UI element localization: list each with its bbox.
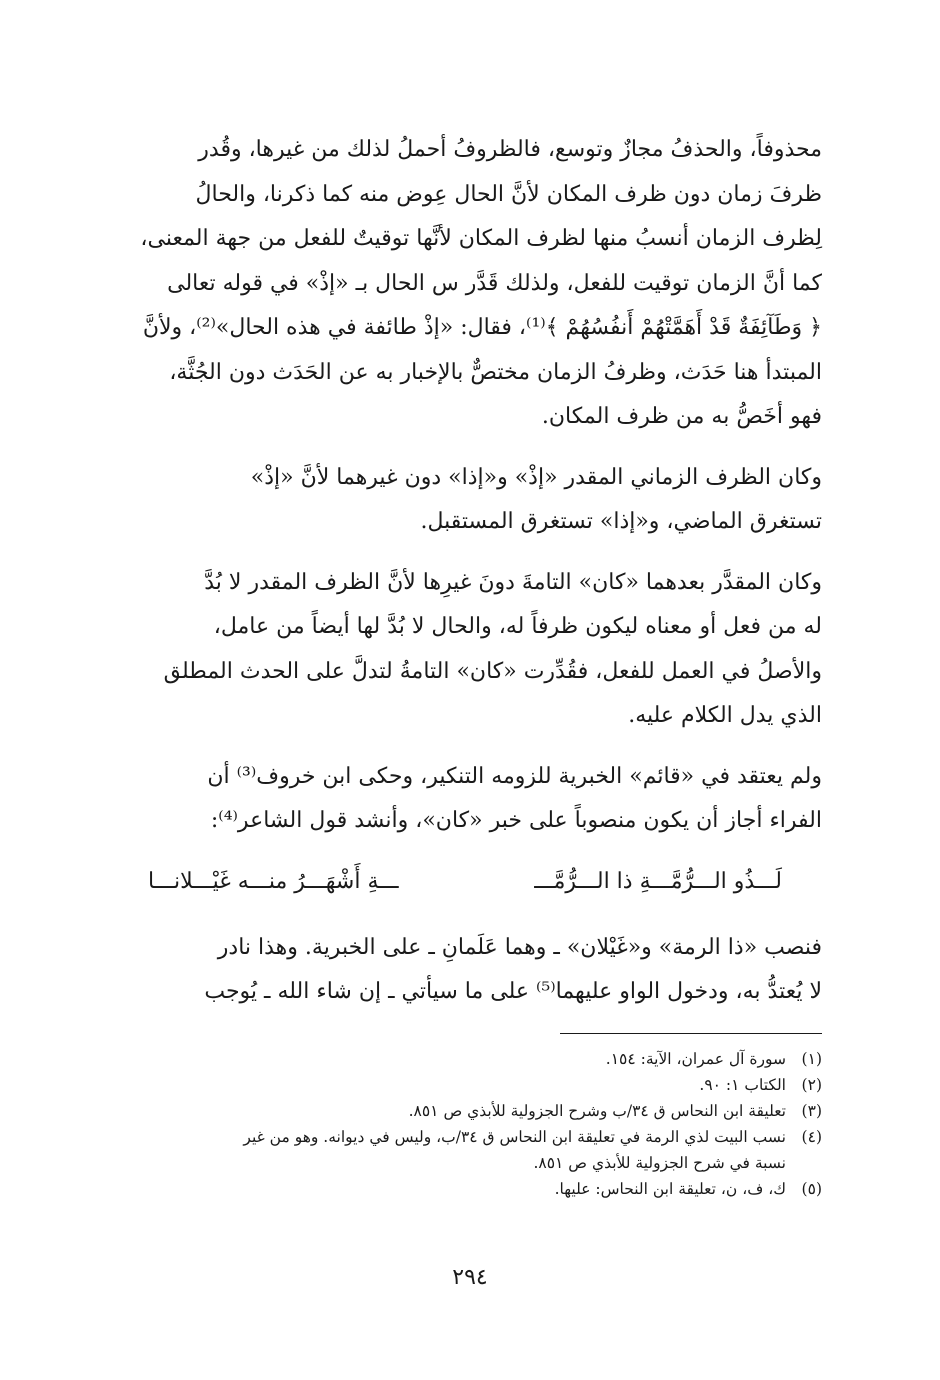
- text-line: والأصلُ في العمل للفعل، فقُدِّرت «كان» التامةُ لتدلَّ على الحدث المطلق: [163, 658, 822, 684]
- footnote-text: نسب البيت لذي الرمة في تعليقة ابن النحاس ق ٣٤/ب، وليس في ديوانه. وهو من غير: [243, 1127, 786, 1146]
- footnote-text: ك، ف، ن، تعليقة ابن النحاس: عليها.: [554, 1179, 786, 1198]
- footnote-separator: [560, 1033, 822, 1034]
- verse-hemistich-first: لَـــذُو الـــرُّمَّـــةِ ذا الـــرُّمَّـــ: [534, 868, 782, 894]
- text-line: فنصب «ذا الرمة» و«غَيْلان» ـ وهما عَلَمانِ ـ على الخبرية. وهذا نادر: [217, 934, 822, 960]
- footnote-number: (٢): [801, 1075, 822, 1094]
- text-line: الفراء أجاز أن يكون منصوباً على خبر «كان»، وأنشد قول الشاعر⁽⁴⁾:: [210, 808, 822, 833]
- paragraph-1: [118, 128, 822, 440]
- text-line: تستغرق الماضي، و«إذا» تستغرق المستقبل.: [420, 509, 822, 534]
- verse-hemistich-second: ـــةِ أَشْهَـــرُ منـــه غَيْـــلانـــا: [148, 868, 399, 894]
- text-line: لِظرف الزمان أنسبُ منها لظرف المكان لأنَّها توقيتٌ للفعل من جهة المعنى،: [140, 226, 822, 251]
- poetry-verse: [118, 860, 822, 904]
- text-line: فهو أخَصُّ به من ظرف المكان.: [541, 404, 822, 429]
- text-line: وكان الظرف الزماني المقدر «إذْ» و«إذا» دون غيرهما لأنَّ «إذْ»: [250, 464, 822, 490]
- text-line: له من فعل أو معناه ليكون ظرفاً له، والحال لا بُدَّ لها أيضاً من عامل،: [213, 614, 822, 639]
- paragraph-4: [118, 755, 822, 844]
- text-line: كما أنَّ الزمان توقيت للفعل، ولذلك قَدَّر س الحال بـ «إذْ» في قوله تعالى: [167, 270, 822, 296]
- page-number: ٢٩٤: [452, 1265, 488, 1290]
- paragraph-2: [118, 456, 822, 545]
- text-line: ظرفَ زمان دون ظرف المكان لأنَّ الحال عِوض منه كما ذكرنا، والحالُ: [195, 181, 822, 207]
- footnote-text: الكتاب ١: ٩٠.: [699, 1075, 786, 1094]
- footnote-number: (٣): [801, 1101, 822, 1120]
- paragraph-gap: [118, 440, 822, 456]
- paragraph-gap: [118, 739, 822, 755]
- paragraph-gap: [118, 545, 822, 561]
- text-line: الذي يدل الكلام عليه.: [628, 703, 822, 728]
- text-line: محذوفاً، والحذفُ مجازٌ وتوسع، فالظروفُ أحملُ لذلك من غيرها، وقُدر: [198, 137, 822, 162]
- footnote-4: [118, 1124, 822, 1150]
- footnote-3: [118, 1098, 822, 1124]
- text-line: وكان المقدَّر بعدهما «كان» التامةَ دونَ غيرِها لأنَّ الظرف المقدر لا بُدَّ: [204, 569, 822, 595]
- footnotes: [118, 1046, 822, 1202]
- paragraph-5: [118, 926, 822, 1015]
- footnote-number: (١): [801, 1049, 822, 1068]
- footnote-5: [118, 1176, 822, 1202]
- footnote-number: (٤): [801, 1127, 822, 1146]
- footnote-number: (٥): [801, 1179, 822, 1198]
- text-line: ولم يعتقد في «قائم» الخبرية للزومه التنكير، وحكى ابن خروف⁽³⁾ أن: [207, 763, 822, 789]
- footnote-1: [118, 1046, 822, 1072]
- text-line: ﴿ وَطَآئِفَةٌ قَدْ أَهَمَّتْهُمْ أَنفُسُهُمْ ﴾⁽¹⁾، فقال: «إذْ طائفة في هذه الحال»⁽²⁾، ولأنَّ: [142, 315, 822, 340]
- footnote-text: تعليقة ابن النحاس ق ٣٤/ب وشرح الجزولية للأبذي ص ٨٥١.: [408, 1101, 786, 1120]
- footnote-4-continuation: نسبة في شرح الجزولية للأبذي ص ٨٥١.: [533, 1153, 786, 1172]
- paragraph-3: [118, 561, 822, 739]
- footnote-2: [118, 1072, 822, 1098]
- text-line: لا يُعتدُّ به، ودخول الواو عليهما⁽⁵⁾ على ما سيأتي ـ إن شاء الله ـ يُوجب: [204, 979, 822, 1004]
- footnote-text: سورة آل عمران، الآية: ١٥٤.: [605, 1049, 786, 1068]
- text-line: المبتدأ هنا حَدَث، وظرفُ الزمان مختصٌّ بالإخبار به عن الحَدَث دون الجُثَّة،: [169, 359, 822, 385]
